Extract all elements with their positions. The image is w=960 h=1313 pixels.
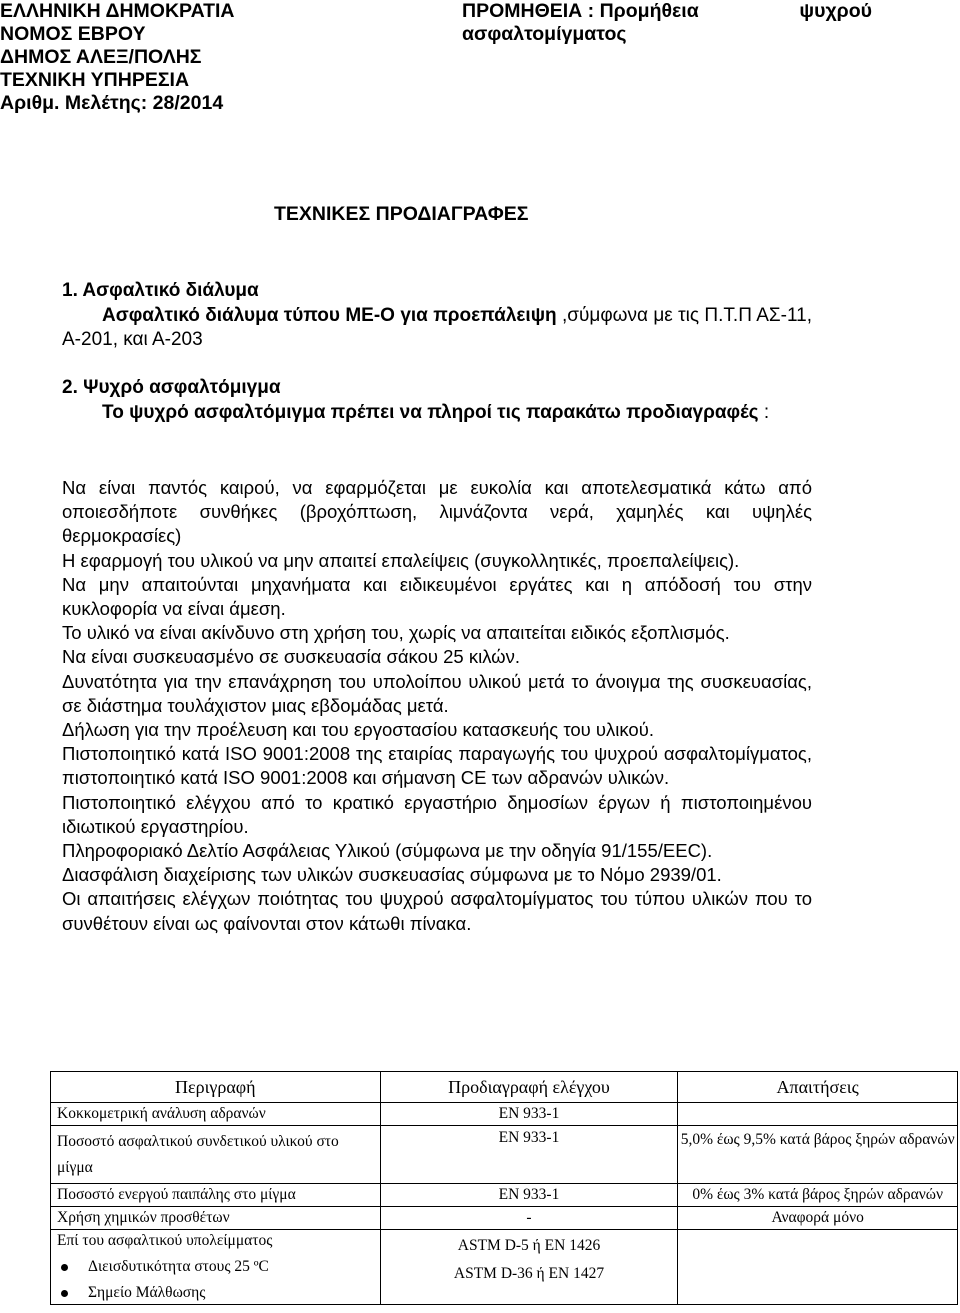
softening-spec: ASTM D-36 ή EN 1427 [453,1265,605,1282]
cell-spec [380,1230,678,1305]
list-item [57,1284,374,1302]
list-item [57,1258,374,1276]
cell-description: Κοκκομετρική ανάλυση αδρανών [51,1103,381,1126]
section2-intro-text: Το ψυχρό ασφαλτόμιγμα πρέπει να πληροί τις παρακάτω προδιαγραφές [102,402,759,423]
section2-heading: 2. Ψυχρό ασφαλτόμιγμα [62,377,281,398]
requirement-item: Να είναι παντός καιρού, να εφαρμόζεται με ευκολία και αποτελεσματικά κάτω από οποιεσδήποτε συνθήκες (βροχόπτωση, λιμνάζοντα νερά, χαμηλές και υψηλές θερμοκρασίες) [62,477,812,547]
column-header-spec: Προδιαγραφή ελέγχου [380,1072,678,1103]
header-line: ΕΛΛΗΝΙΚΗ ΔΗΜΟΚΡΑΤΙΑ [0,0,235,22]
section2-colon: : [758,402,770,423]
section1-rest: ,σύμφωνα με τις Π.Τ.Π ΑΣ-11, Α-201, και Α-203 [62,305,812,350]
column-header-description: Περιγραφή [51,1072,381,1103]
cell-requirement: Αναφορά μόνο [678,1207,958,1230]
requirement-item: Πιστοποιητικό κατά ISO 9001:2008 της εταιρίας παραγωγής του ψυχρού ασφαλτομίγματος, πιστοποιητικό κατά ISO 9001:2008 και σήμανση CE των αδρανών υλικών. [62,743,812,789]
section2-intro [62,401,812,425]
requirement-item: Δυνατότητα για την επανάχρηση του υπολοίπου υλικού μετά το άνοιγμα της συσκευασίας, σε διάστημα τουλάχιστον μιας εβδομάδας μετά. [62,670,812,716]
requirement-item: Δήλωση για την προέλευση και του εργοστασίου κατασκευής του υλικού. [62,719,654,741]
cell-requirement: 0% έως 3% κατά βάρος ξηρών αδρανών [678,1184,958,1207]
cell-description: Ποσοστό ενεργού παιπάλης στο μίγμα [51,1184,381,1207]
authority-header [0,0,235,115]
requirement-item: Πιστοποιητικό ελέγχου από το κρατικό εργαστήριο δημοσίων έργων ή πιστοποιημένου ιδιωτικού εργαστηρίου. [62,791,812,837]
table-row [51,1184,958,1207]
bullet-icon [61,1264,68,1271]
table-row [51,1126,958,1184]
requirements-list [62,476,812,936]
cell-description [51,1230,381,1305]
table-header-row [51,1072,958,1103]
requirement-item: Να μην απαιτούνται μηχανήματα και ειδικευμένοι εργάτες και η απόδοσή του στην κυκλοφορία να είναι άμεση. [62,573,812,620]
table-row [51,1103,958,1126]
project-word: ψυχρού [799,0,872,22]
table-row [51,1207,958,1230]
requirement-item: Οι απαιτήσεις ελέγχων ποιότητας του ψυχρού ασφαλτομίγματος του τύπου υλικών που το συνθέτουν είναι ως φαίνονται στον κάτωθι πίνακα. [62,888,812,934]
requirement-item: Να είναι συσκευασμένο σε συσκευασία σάκου 25 κιλών. [62,646,521,668]
cell-spec: EN 933-1 [380,1126,678,1184]
residue-label: Επί του ασφαλτικού υπολείμματος [57,1232,273,1249]
cell-requirement: 5,0% έως 9,5% κατά βάρος ξηρών αδρανών [678,1126,958,1184]
requirement-item: Το υλικό να είναι ακίνδυνο στη χρήση του, χωρίς να απαιτείται ειδικός εξοπλισμός. [62,622,730,644]
bullet-icon [61,1290,68,1297]
header-line: ΔΗΜΟΣ ΑΛΕΞ/ΠΟΛΗΣ [0,46,202,68]
section1-text [62,304,812,352]
requirement-item: Η εφαρμογή του υλικού να μην απαιτεί επαλείψεις (συγκολλητικές, προεπαλείψεις). [62,549,740,571]
quality-requirements-table [50,1071,958,1305]
column-header-requirements: Απαιτήσεις [678,1072,958,1103]
project-prefix: ΠΡΟΜΗΘΕΙΑ : Προμήθεια [462,0,699,22]
cell-spec: EN 933-1 [380,1184,678,1207]
header-line: ΝΟΜΟΣ ΕΒΡΟΥ [0,23,146,45]
penetration-spec: ASTM D-5 ή EN 1426 [457,1237,601,1254]
project-header [462,0,872,46]
section1-heading: 1. Ασφαλτικό διάλυμα [62,280,259,301]
requirement-item: Διασφάλιση διαχείρισης των υλικών συσκευασίας σύμφωνα με το Νόμο 2939/01. [62,864,722,886]
cell-description: Χρήση χημικών προσθέτων [51,1207,381,1230]
cell-requirement [678,1230,958,1305]
study-number: Αριθμ. Μελέτης: 28/2014 [0,92,224,114]
header-line: ΤΕΧΝΙΚΗ ΥΠΗΡΕΣΙΑ [0,69,190,91]
project-line2: ασφαλτομίγματος [462,23,627,45]
cell-spec: EN 933-1 [380,1103,678,1126]
table-row [51,1230,958,1305]
requirement-item: Πληροφοριακό Δελτίο Ασφάλειας Υλικού (σύμφωνα με την οδηγία 91/155/ΕΕC). [62,840,713,862]
page-title: ΤΕΧΝΙΚΕΣ ΠΡΟΔΙΑΓΡΑΦΕΣ [274,203,529,225]
cell-description: Ποσοστό ασφαλτικού συνδετικού υλικού στο μίγμα [51,1126,381,1184]
penetration-label: Διεισδυτικότητα στους 25 ºC [88,1258,269,1275]
cell-spec: - [380,1207,678,1230]
softening-point-label: Σημείο Μάλθωσης [88,1284,206,1301]
cell-requirement [678,1103,958,1126]
section1-bold: Ασφαλτικό διάλυμα τύπου ΜΕ-Ο για προεπάλειψη [102,305,557,326]
